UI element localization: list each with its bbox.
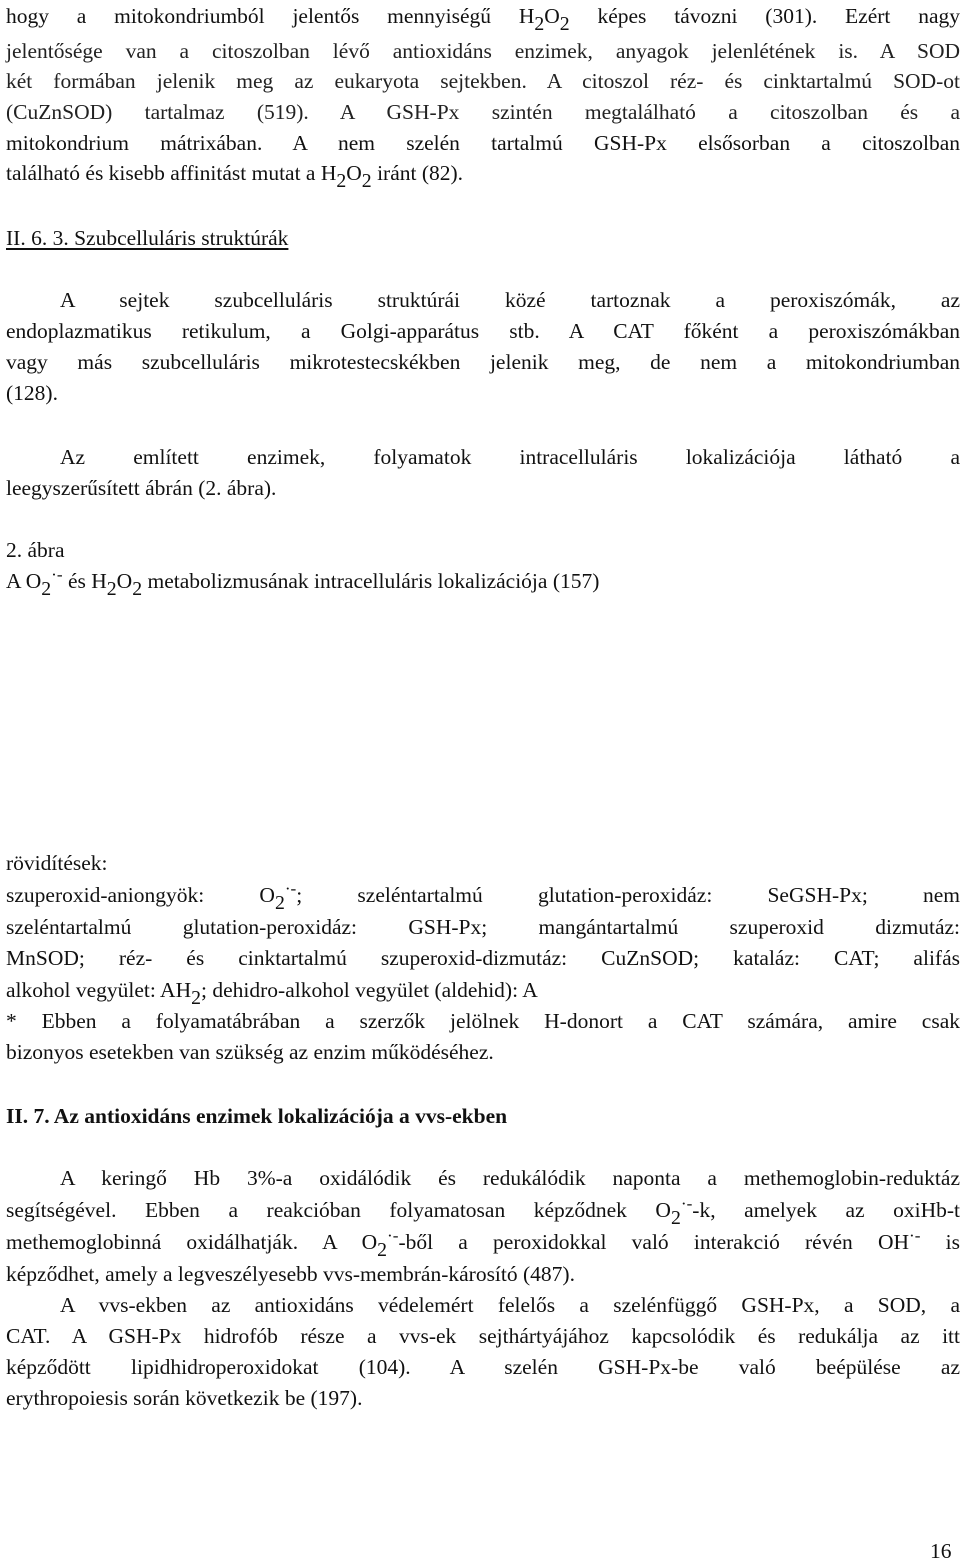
- abbreviations-heading: rövidítések:: [6, 851, 108, 875]
- section-heading-6-3: II. 6. 3. Szubcelluláris struktúrák: [6, 226, 289, 250]
- section-7-line-6: CAT. A GSH-Px hidrofób része a vvs-ek sejthártyájához kapcsolódik és redukálja az itt: [6, 1324, 960, 1348]
- figure-caption: A O2·- és H2O2 metabolizmusának intracelluláris lokalizációja (157): [6, 565, 600, 600]
- section-7-line-1: A keringő Hb 3%-a oxidálódik és redukálódik naponta a methemoglobin-reduktáz: [60, 1166, 960, 1190]
- section-6-3-line-5: Az említett enzimek, folyamatok intracelluláris lokalizációja látható a: [60, 445, 960, 469]
- text-line-1: hogy a mitokondriumból jelentős mennyiségű H2O2 képes távozni (301). Ezért nagy: [6, 4, 960, 35]
- page-number: 16: [930, 1539, 952, 1563]
- section-6-3-line-1: A sejtek szubcelluláris struktúrái közé tartoznak a peroxiszómák, az: [60, 288, 960, 312]
- section-heading-7: II. 7. Az antioxidáns enzimek lokalizációja a vvs-ekben: [6, 1104, 508, 1128]
- section-6-3-line-6: leegyszerűsített ábrán (2. ábra).: [6, 476, 277, 500]
- section-7-line-7: képződött lipidhidroperoxidokat (104). A szelén GSH-Px-be való beépülése az: [6, 1355, 960, 1379]
- section-7-line-8: erythropoiesis során következik be (197).: [6, 1386, 363, 1410]
- abbreviations-line-4: alkohol vegyület: AH2; dehidro-alkohol vegyület (aldehid): A: [6, 978, 538, 1009]
- abbreviations-line-2: szeléntartalmú glutation-peroxidáz: GSH-Px; mangántartalmú szuperoxid dizmutáz:: [6, 915, 960, 939]
- text-line-5: mitokondrium mátrixában. A nem szelén tartalmú GSH-Px elsősorban a citoszolban: [6, 131, 960, 155]
- abbreviations-line-5: * Ebben a folyamatábrában a szerzők jelölnek H-donort a CAT számára, amire csak: [6, 1009, 960, 1033]
- section-6-3-line-2: endoplazmatikus retikulum, a Golgi-apparátus stb. A CAT főként a peroxiszómákban: [6, 319, 960, 343]
- section-7-line-3: methemoglobinná oxidálhatják. A O2·--ből a peroxidokkal való interakció révén OH·- is: [6, 1226, 960, 1261]
- abbreviations-line-3: MnSOD; réz- és cinktartalmú szuperoxid-dizmutáz: CuZnSOD; kataláz: CAT; alifás: [6, 946, 960, 970]
- abbreviations-line-6: bizonyos esetekben van szükség az enzim működéséhez.: [6, 1040, 494, 1064]
- text-line-6: található és kisebb affinitást mutat a H2O2 iránt (82).: [6, 161, 464, 192]
- text-line-4: (CuZnSOD) tartalmaz (519). A GSH-Px szintén megtalálható a citoszolban és a: [6, 100, 960, 124]
- text-line-3: két formában jelenik meg az eukaryota sejtekben. A citoszol réz- és cinktartalmú SOD-ot: [6, 69, 960, 93]
- section-6-3-line-3: vagy más szubcelluláris mikrotestecskékben jelenik meg, de nem a mitokondriumban: [6, 350, 960, 374]
- section-6-3-line-4: (128).: [6, 381, 58, 405]
- text-line-2: jelentősége van a citoszolban lévő antioxidáns enzimek, anyagok jelenlétének is. A SOD: [6, 39, 960, 63]
- section-7-line-4: képződhet, amely a legveszélyesebb vvs-membrán-károsító (487).: [6, 1262, 575, 1286]
- section-7-line-5: A vvs-ekben az antioxidáns védelemért felelős a szelénfüggő GSH-Px, a SOD, a: [60, 1293, 960, 1317]
- figure-area: [6, 610, 954, 830]
- abbreviations-line-1: szuperoxid-aniongyök: O2·-; szeléntartalmú glutation-peroxidáz: SeGSH-Px; nem: [6, 879, 960, 914]
- section-7-line-2: segítségével. Ebben a reakcióban folyamatosan képződnek O2·--k, amelyek az oxiHb-t: [6, 1194, 960, 1229]
- figure-label: 2. ábra: [6, 538, 65, 562]
